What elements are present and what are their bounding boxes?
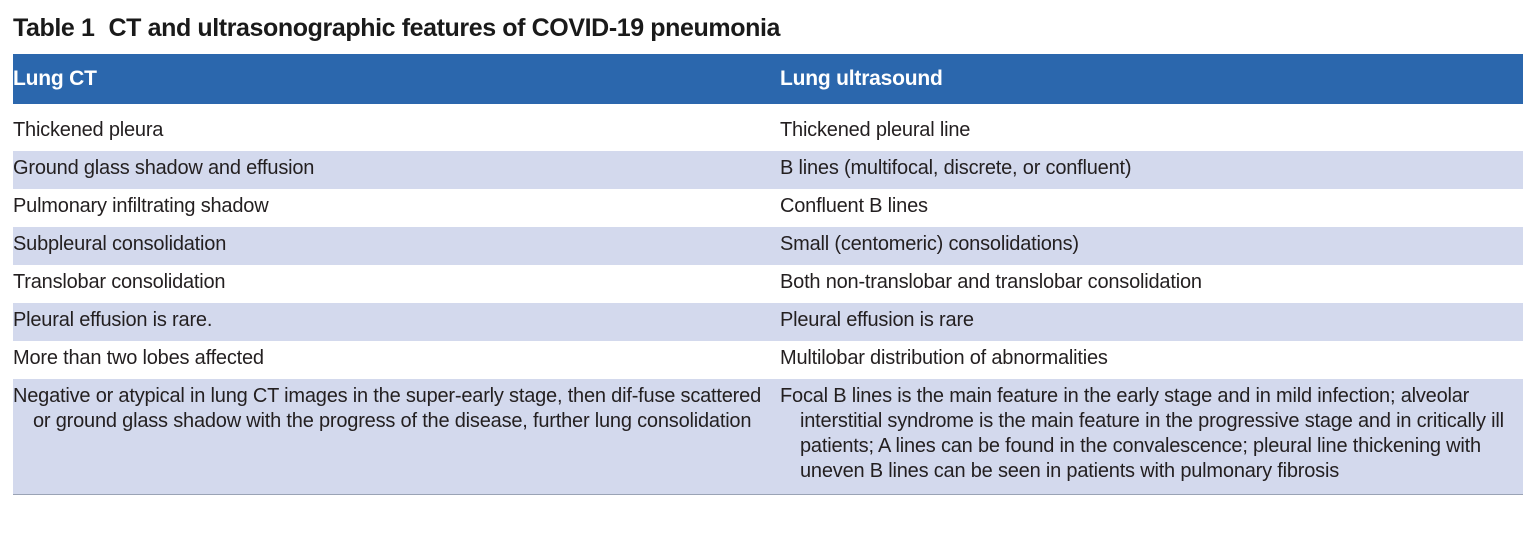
ct-cell: Translobar consolidation (13, 265, 780, 303)
table-row (13, 151, 1523, 189)
ct-cell: Thickened pleura (13, 113, 780, 151)
ultrasound-cell: Both non-translobar and translobar consolidation (780, 265, 1523, 303)
ct-cell (13, 379, 780, 495)
ct-cell: More than two lobes affected (13, 341, 780, 379)
ct-cell: Ground glass shadow and effusion (13, 151, 780, 189)
ct-cell: Pleural effusion is rare. (13, 303, 780, 341)
features-table (13, 54, 1523, 495)
table-row (13, 303, 1523, 341)
ultrasound-cell: Small (centomeric) consolidations) (780, 227, 1523, 265)
table-row (13, 379, 1523, 495)
table-row (13, 227, 1523, 265)
table-header-row (13, 54, 1523, 104)
ultrasound-cell: Pleural effusion is rare (780, 303, 1523, 341)
table-row (13, 189, 1523, 227)
ultrasound-cell: B lines (multifocal, discrete, or confluent) (780, 151, 1523, 189)
table-label: Table 1 (13, 14, 95, 42)
ultrasound-cell (780, 379, 1523, 495)
table-caption (13, 11, 780, 45)
table-title: CT and ultrasonographic features of COVID-19 pneumonia (108, 14, 781, 42)
ct-cell: Pulmonary infiltrating shadow (13, 189, 780, 227)
header-lung-ct: Lung CT (13, 54, 780, 104)
header-lung-ultrasound: Lung ultrasound (780, 54, 1523, 104)
ultrasound-cell: Thickened pleural line (780, 113, 1523, 151)
ultrasound-cell-text: Focal B lines is the main feature in the early stage and in mild infection; alveolar interstitial syndrome is the main feature in the progressive stage and in critically ill patients; A lines can be found in the convalescence; pleural line thickening with uneven B lines can be seen in patients with pulmonary fibrosis (780, 385, 1504, 482)
header-gap (13, 104, 1523, 113)
table-row (13, 341, 1523, 379)
ultrasound-cell: Multilobar distribution of abnormalities (780, 341, 1523, 379)
table-row (13, 113, 1523, 151)
table-row (13, 265, 1523, 303)
ct-cell-text: Negative or atypical in lung CT images in the super-early stage, then dif-fuse scattered or ground glass shadow with the progress of the disease, further lung consolidation (13, 385, 761, 432)
ct-cell: Subpleural consolidation (13, 227, 780, 265)
ultrasound-cell: Confluent B lines (780, 189, 1523, 227)
